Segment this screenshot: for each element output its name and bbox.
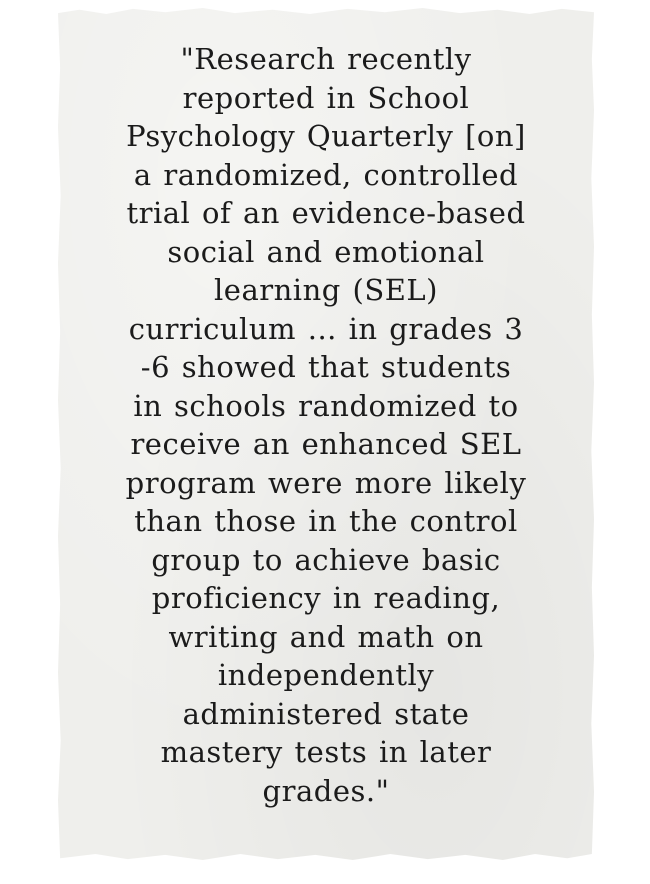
quote-line: a randomized, controlled: [133, 157, 519, 192]
quote-line: than those in the control: [134, 504, 518, 538]
quote-line: grades.": [262, 773, 390, 808]
quote-line: writing and math on: [168, 619, 484, 654]
quote-line: mastery tests in later: [160, 735, 492, 769]
quote-line: trial of an evidence-based: [126, 196, 526, 230]
quote-line: curriculum ... in grades 3: [128, 311, 524, 346]
quote-line: independently: [217, 658, 435, 692]
quote-line: social and emotional: [167, 234, 485, 269]
quote-line: "Research recently: [180, 42, 472, 76]
quote-line: administered state: [182, 696, 470, 731]
quote-line: group to achieve basic: [151, 542, 501, 577]
quote-line: in schools randomized to: [133, 388, 519, 423]
quote-line: -6 showed that students: [140, 350, 512, 384]
quote-line: program were more likely: [125, 465, 527, 500]
quote-line: Psychology Quarterly [on]: [126, 119, 526, 153]
quote-text: [58, 40, 594, 810]
quote-line: proficiency in reading,: [151, 581, 501, 615]
quote-line: receive an enhanced SEL: [130, 427, 522, 461]
quote-line: learning (SEL): [214, 273, 438, 307]
quote-line: reported in School: [182, 80, 470, 115]
